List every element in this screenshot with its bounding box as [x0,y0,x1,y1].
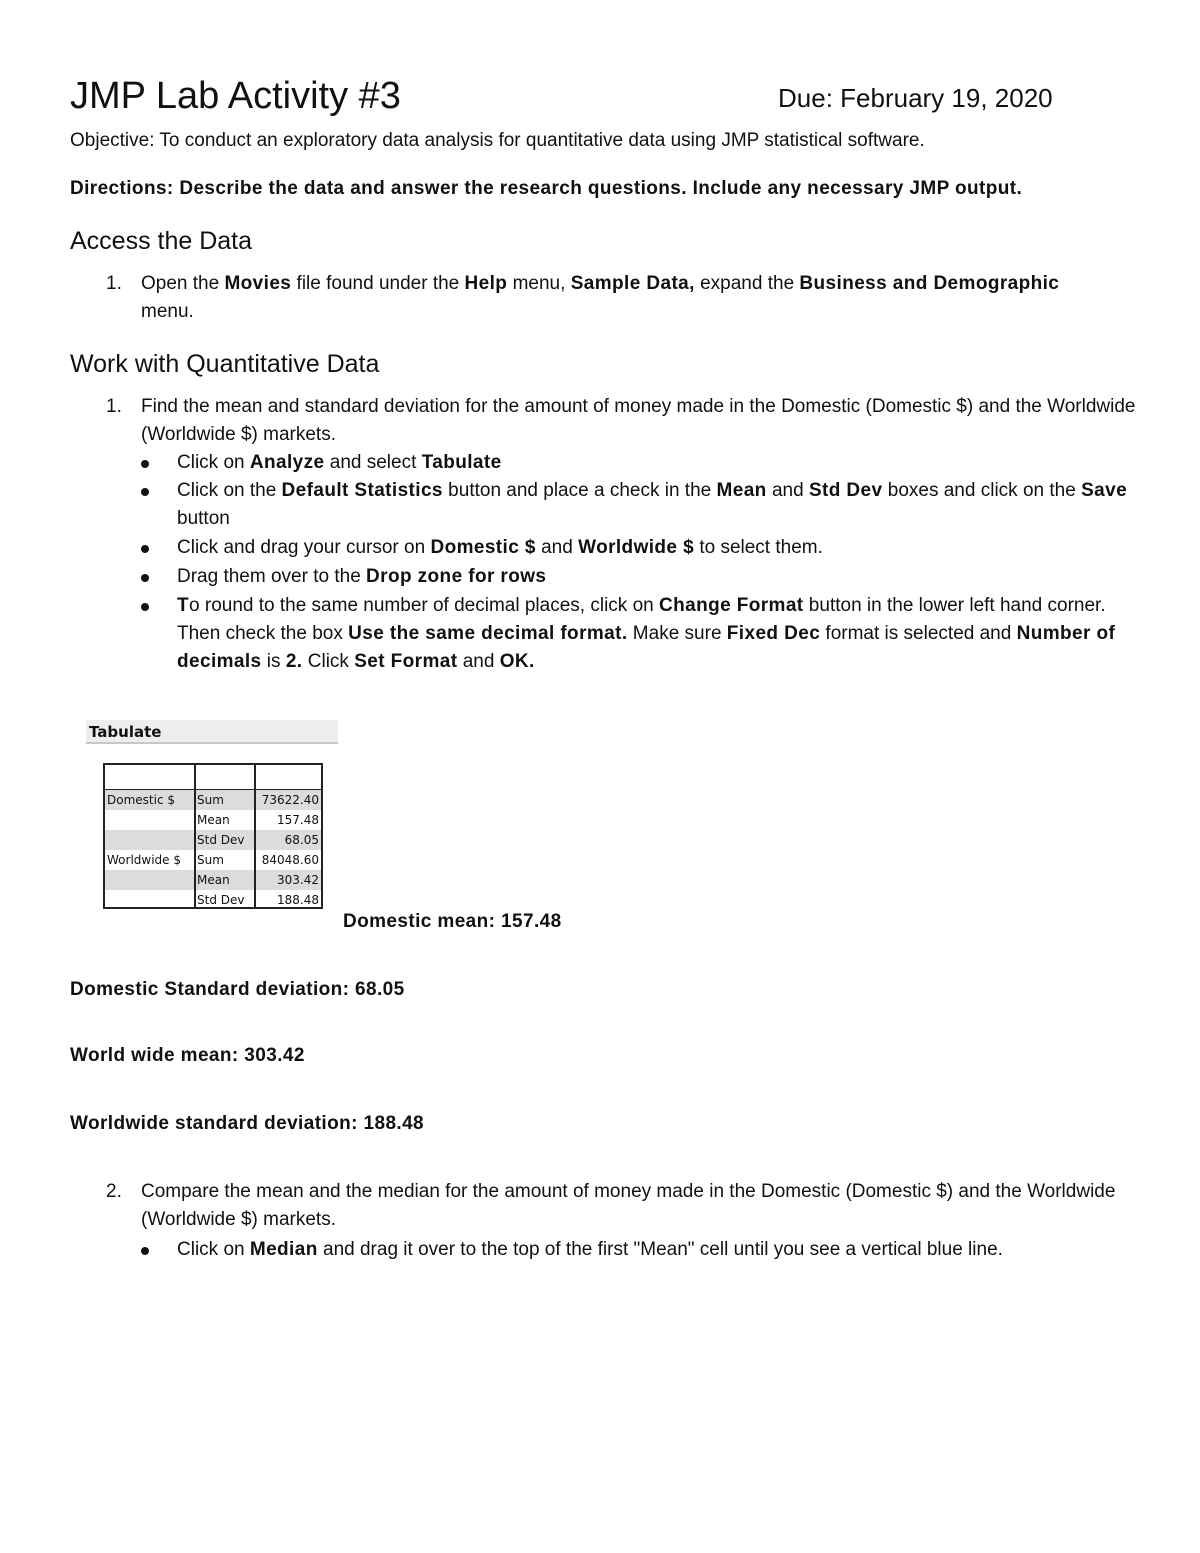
question-2-number: 2. [106,1181,122,1202]
bullet-icon [141,477,151,487]
access-step-number: 1. [106,273,122,294]
directions-text: Directions: Describe the data and answer the research questions. Include any necessary JMP output. [70,178,1023,199]
question-2-text: Compare the mean and the median for the amount of money made in the Domestic (Domestic $) and the Worldwide (Worldwide $) markets. [141,1181,1116,1230]
table-cell-stat: Sum [197,853,224,867]
table-row [105,830,321,850]
q1-bullet-2: Click on the Default Statistics button and place a check in the Mean and Std Dev boxes and click on the Save button [177,480,1128,529]
tabulate-title: Tabulate [86,720,338,744]
table-cell-value: 68.05 [284,833,319,847]
table-cell-stat: Sum [197,793,224,807]
table-cell-value: 73622.40 [261,793,319,807]
question-1-number: 1. [106,396,122,417]
bullet-icon [141,449,151,459]
page-title: JMP Lab Activity #3 [70,75,401,117]
table-cell-value: 303.42 [277,873,319,887]
quantitative-data-heading: Work with Quantitative Data [70,350,380,378]
question-1-text: Find the mean and standard deviation for the amount of money made in the Domestic (Domestic $) and the Worldwide (Worldwide $) markets. [141,396,1136,445]
domestic-mean-answer: Domestic mean: 157.48 [343,911,562,932]
bullet-icon [141,1236,151,1246]
table-row [105,790,321,810]
table-cell-stat: Mean [197,813,230,827]
table-row [105,850,321,870]
q2-bullet-1: Click on Median and drag it over to the top of the first "Mean" cell until you see a vertical blue line. [177,1239,1003,1260]
access-data-heading: Access the Data [70,227,253,255]
table-cell-stat: Mean [197,873,230,887]
q1-bullet-3: Click and drag your cursor on Domestic $ and Worldwide $ to select them. [177,537,823,558]
table-cell-group [107,810,195,830]
table-cell-group [107,890,195,909]
table-cell-value: 157.48 [277,813,319,827]
table-cell-value: 188.48 [277,893,319,907]
q1-bullet-1: Click on Analyze and select Tabulate [177,452,502,473]
table-divider [254,765,256,909]
due-date: Due: February 19, 2020 [778,83,1053,113]
worldwide-mean-answer: World wide mean: 303.42 [70,1045,305,1066]
bullet-icon [141,534,151,544]
table-cell-value: 84048.60 [261,853,319,867]
bullet-icon [141,563,151,573]
table-cell-group: Worldwide $ [107,853,181,867]
table-divider [194,765,196,909]
q1-bullet-4: Drag them over to the Drop zone for rows [177,566,547,587]
table-cell-group [107,870,195,890]
objective-text: Objective: To conduct an exploratory data analysis for quantitative data using JMP statistical software. [70,130,925,151]
table-row [105,810,321,830]
table-cell-stat: Std Dev [197,833,245,847]
q1-bullet-5: To round to the same number of decimal places, click on Change Format button in the lower left hand corner. Then check the box Use the same decimal format. Make sure Fixed Dec format is selected and Number of decimals is 2. Click Set Format and OK. [177,595,1116,672]
table-cell-group [107,830,195,850]
tabulate-table [103,763,323,909]
table-row [105,890,321,909]
worldwide-sd-answer: Worldwide standard deviation: 188.48 [70,1113,425,1134]
table-row [105,870,321,890]
bullet-icon [141,592,151,602]
domestic-sd-answer: Domestic Standard deviation: 68.05 [70,979,405,1000]
table-cell-group: Domestic $ [107,793,175,807]
table-cell-stat: Std Dev [197,893,245,907]
access-step-text: Open the Movies file found under the Help menu, Sample Data, expand the Business and Demographic menu. [141,273,1060,322]
